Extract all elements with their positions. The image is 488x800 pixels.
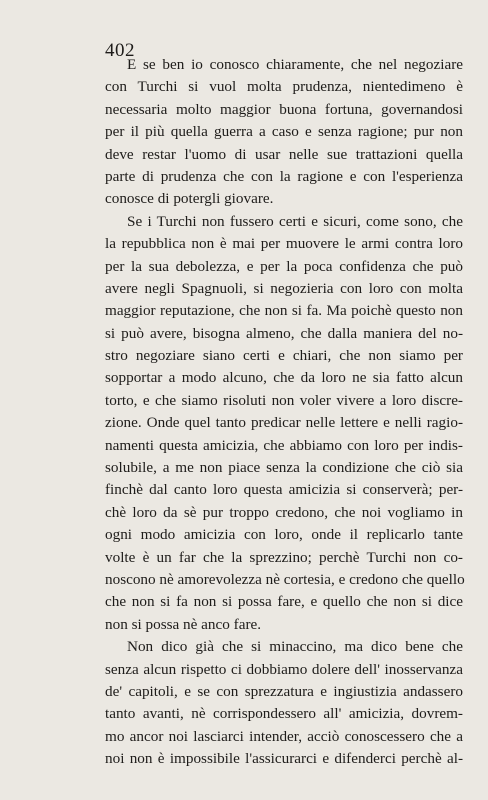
text-line: noscono nè amorevolezza nè cortesia, e credono che quello [105, 570, 465, 588]
text-line: volte è un far che la sprezzino; perchè Turchi non co- [105, 548, 463, 566]
text-line: namenti questa amicizia, che abbiamo con loro per indis- [105, 436, 463, 454]
text-line: Non dico già che si minaccino, ma dico bene che [127, 638, 463, 656]
text-line: torto, e che siamo risoluti non voler vivere a loro discre- [105, 391, 463, 409]
text-line: ogni modo amicizia con loro, onde il replicarlo tante [105, 526, 463, 544]
text-line: tanto avanti, nè corrispondessero all' amicizia, dovrem- [105, 705, 463, 723]
text-line: finchè dal canto loro questa amicizia si conserverà; per- [105, 481, 463, 499]
text-line: maggior reputazione, che non si fa. Ma poichè questo non [105, 302, 463, 320]
text-line: necessaria molto maggior buona fortuna, governandosi [105, 100, 463, 118]
text-line: la repubblica non è mai per muovere le armi contra loro [105, 235, 463, 253]
page-number: 402 [105, 40, 135, 61]
text-line: noi non è impossibile l'assicurarci e difenderci perchè al- [105, 750, 463, 768]
text-line: non si possa nè anco fare. [105, 615, 262, 633]
text-line: stro negoziare siano certi e chiari, che non siamo per [105, 347, 463, 365]
text-line: de' capitoli, e se con sprezzatura e ingiustizia andassero [105, 682, 463, 700]
text-line: si può avere, bisogna almeno, che dalla maniera del no- [105, 324, 463, 342]
text-line: solubile, a me non piace senza la condizione che ciò sia [105, 459, 463, 477]
text-line: avere negli Spagnuoli, si negozieria con loro con molta [105, 279, 463, 297]
text-line: chè loro da sè pur troppo credono, che noi vogliamo in [105, 503, 463, 521]
text-line: per il più quella guerra a caso e senza ragione; pur non [105, 123, 463, 141]
body-text [105, 54, 463, 771]
text-line: sopportar a modo alcuno, che da loro ne sia fatto alcun [105, 369, 463, 387]
text-line: zione. Onde quel tanto predicar nelle lettere e nelli ragio- [105, 414, 463, 432]
text-line: E se ben io conosco chiaramente, che nel negoziare [127, 56, 463, 73]
text-line: parte di prudenza che con la ragione e con l'esperienza [105, 167, 463, 185]
text-line: conosce di potergli giovare. [105, 190, 274, 208]
text-line: con Turchi si vuol molta prudenza, nientedimeno è [105, 78, 463, 96]
text-line: per la sua debolezza, e per la poca confidenza che può [105, 257, 463, 275]
text-line: deve restar l'uomo di usar nelle sue trattazioni quella [105, 145, 463, 163]
text-line: senza alcun rispetto ci dobbiamo dolere dell' inosservanza [105, 660, 463, 678]
text-line: che non si fa non si possa fare, e quello che non si dice [105, 593, 463, 611]
text-line: mo ancor noi lasciarci intender, acciò conoscessero che a [105, 727, 463, 745]
text-line: Se i Turchi non fussero certi e sicuri, come sono, che [127, 212, 463, 230]
